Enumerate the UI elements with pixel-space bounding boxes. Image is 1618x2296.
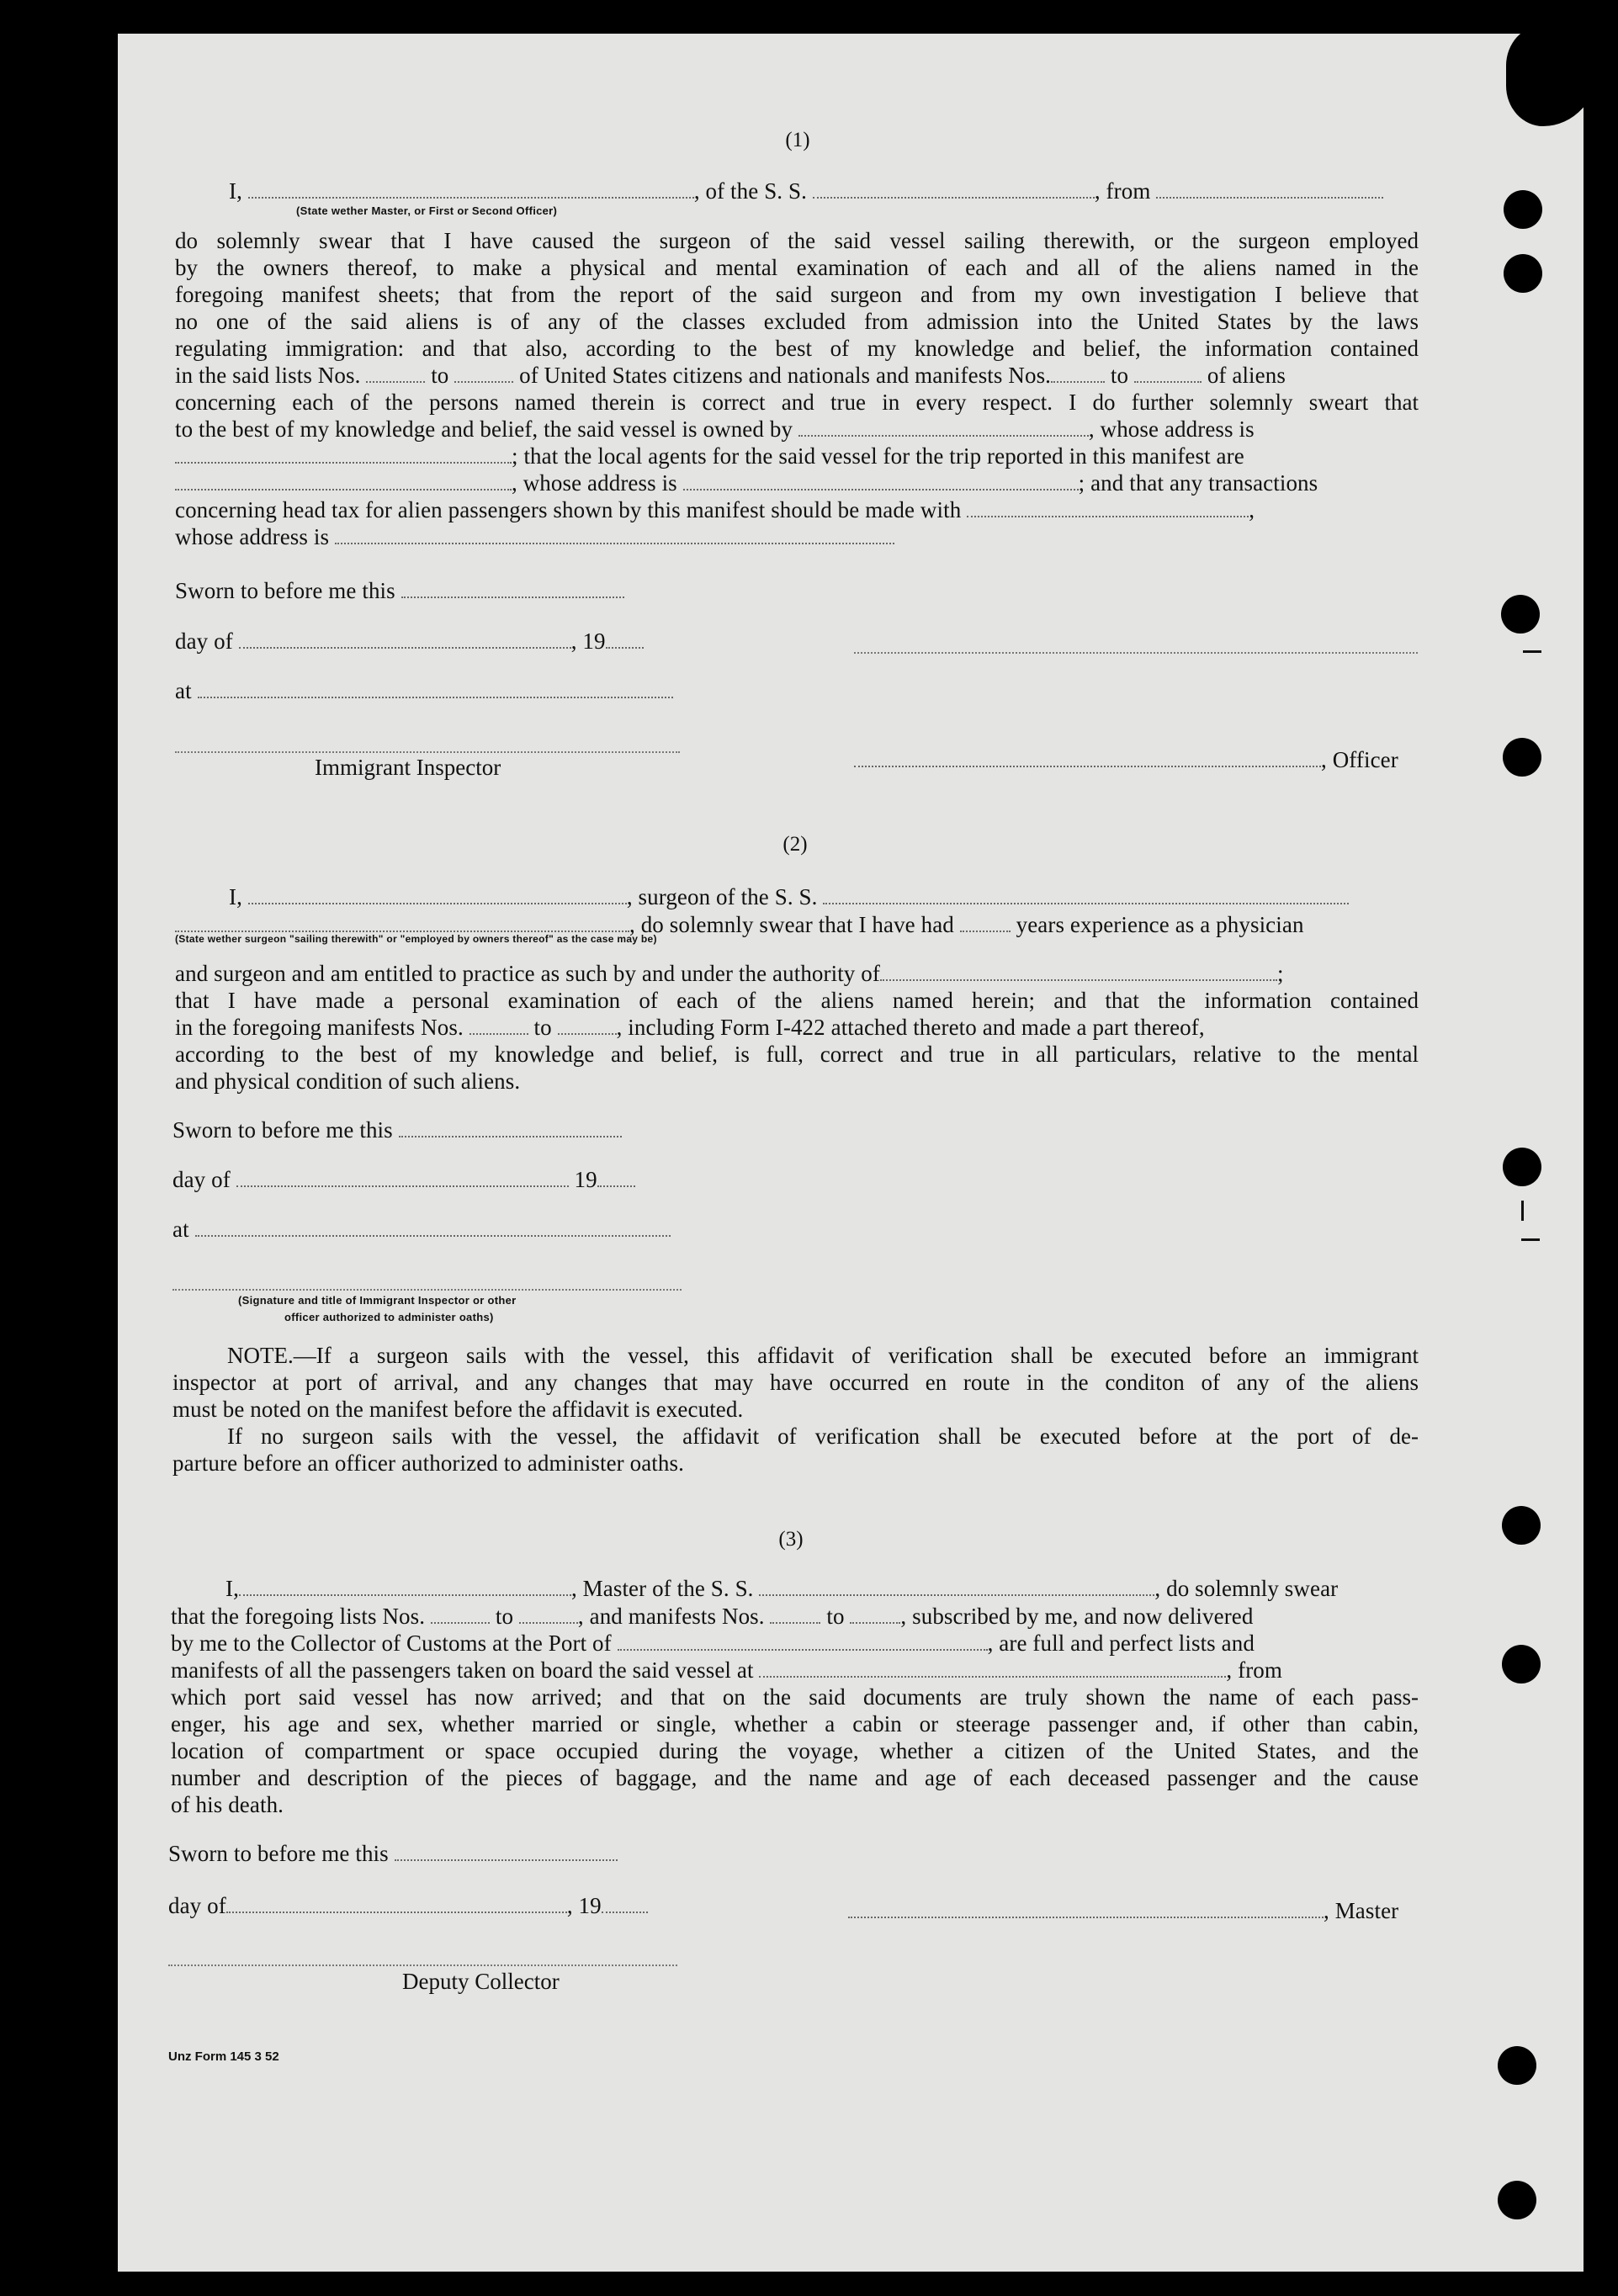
s3-port-field[interactable] — [618, 1631, 988, 1651]
s1-at: at — [175, 677, 673, 704]
s1-line-8: concerning each of the persons named therein is correct and true in every respect. I do further solemnly sweart that — [175, 390, 1419, 415]
at-place-field[interactable] — [198, 678, 673, 698]
section-3-number: (3) — [778, 1528, 804, 1551]
s1-line-10: ; that the local agents for the said vessel for the trip reported in this manifest are — [175, 443, 1244, 469]
form-identifier: Unz Form 145 3 52 — [168, 2049, 279, 2064]
s1-inspector-caption: Immigrant Inspector — [315, 755, 501, 780]
s2-sworn-date-field[interactable] — [399, 1117, 622, 1137]
day-of-field[interactable] — [239, 628, 571, 649]
surgeon-manifests-from-field[interactable] — [469, 1015, 528, 1035]
s3-master-line: , Master — [848, 1897, 1398, 1924]
s3-line-1: I, , Master of the S. S. , do solemnly swear — [225, 1576, 1339, 1601]
s2-line-7: and physical condition of such aliens. — [175, 1068, 521, 1094]
s3-sworn: Sworn to before me this — [168, 1840, 618, 1867]
s3-lists-from-field[interactable] — [431, 1604, 490, 1624]
s1-line-6: regulating immigration: and that also, according to the best of my knowledge and belief, the information contained — [175, 336, 1419, 361]
s2-signature-note-1: (Signature and title of Immigrant Inspector or other — [238, 1294, 517, 1307]
s2-note-line-1: NOTE.—If a surgeon sails with the vessel, this affidavit of verification shall be executed before an immigrant — [227, 1343, 1419, 1368]
s1-officer-line: , Officer — [854, 746, 1398, 773]
s3-line-8: number and description of the pieces of baggage, and the name and age of each deceased passenger and the cause — [171, 1765, 1419, 1790]
year-field[interactable] — [606, 628, 644, 649]
s2-line-5: in the foregoing manifests Nos. to , including Form I-422 attached thereto and made a part thereof, — [175, 1015, 1205, 1040]
s2-at: at — [172, 1216, 671, 1243]
surgeon-name-field[interactable] — [248, 884, 627, 904]
s3-sworn-date-field[interactable] — [395, 1841, 618, 1861]
s2-line-3: and surgeon and am entitled to practice as such by and under the authority of ; — [175, 961, 1284, 986]
s2-note-line-3: must be noted on the manifest before the affidavit is executed. — [172, 1397, 744, 1422]
us-lists-to-field[interactable] — [454, 363, 513, 383]
s3-line-6: enger, his age and sex, whether married or single, whether a cabin or steerage passenger and, if other than cabin, — [171, 1711, 1419, 1737]
binder-hole — [1503, 738, 1541, 777]
surgeon-manifests-to-field[interactable] — [558, 1015, 617, 1035]
s1-line-3: by the owners thereof, to make a physical and mental examination of each and all of the aliens named in the — [175, 255, 1419, 280]
s2-status-note: (State wether surgeon "sailing therewith" or "employed by owners thereof" as the case may be) — [175, 933, 657, 945]
s3-collector-caption: Deputy Collector — [402, 1969, 560, 1994]
binder-hole — [1504, 254, 1542, 293]
surgeon-ship-field[interactable] — [823, 884, 1349, 904]
head-tax-address-field[interactable] — [335, 524, 894, 544]
head-tax-contact-field[interactable] — [967, 497, 1249, 517]
binder-hole — [1501, 595, 1540, 634]
s1-line-13: whose address is — [175, 523, 894, 550]
s2-note-line-2: inspector at port of arrival, and any changes that may have occurred en route in the conditon of any of the aliens — [172, 1370, 1419, 1395]
binder-hole — [1498, 2046, 1536, 2085]
s3-line-3: by me to the Collector of Customs at the Port of , are full and perfect lists and — [171, 1631, 1255, 1656]
s1-inspector-signature-line[interactable] — [175, 751, 680, 753]
s2-signature-note-2: officer authorized to administer oaths) — [284, 1311, 494, 1323]
s3-manifests-from-field[interactable] — [770, 1604, 820, 1624]
s3-year-field[interactable] — [602, 1893, 648, 1913]
s2-signature-line[interactable] — [172, 1289, 682, 1291]
s1-line-1: I, , of the S. S. , from — [229, 178, 1383, 204]
s3-collector-signature-line[interactable] — [168, 1965, 677, 1966]
s2-note2-line-2: parture before an officer authorized to administer oaths. — [172, 1450, 684, 1476]
s2-line-6: according to the best of my knowledge and belief, is full, correct and true in all particulars, relative to the mental — [175, 1042, 1419, 1067]
section-2-number: (2) — [782, 833, 808, 856]
s2-line-2: , do solemnly swear that I have had years experience as a physician — [175, 911, 1304, 938]
master-name-field[interactable] — [248, 178, 694, 199]
s3-day-of-field[interactable] — [226, 1893, 567, 1913]
binder-hole — [1498, 2181, 1536, 2219]
s2-at-place-field[interactable] — [195, 1217, 671, 1237]
margin-tick — [1523, 650, 1541, 653]
s3-master-signature-field[interactable] — [848, 1898, 1324, 1918]
owner-field[interactable] — [798, 416, 1089, 437]
agents-address-field[interactable] — [683, 470, 1079, 490]
s1-officer-note: (State wether Master, or First or Second Officer) — [296, 204, 558, 217]
years-experience-field[interactable] — [960, 912, 1011, 932]
section-1-number: (1) — [785, 129, 810, 151]
s3-day-of: day of , 19 — [168, 1892, 648, 1919]
s2-day-of-field[interactable] — [236, 1167, 569, 1187]
s2-year-field[interactable] — [597, 1167, 635, 1187]
s2-note2-line-1: If no surgeon sails with the vessel, the affidavit of verification shall be executed before at the port of de- — [227, 1424, 1419, 1449]
s3-manifests-to-field[interactable] — [850, 1604, 900, 1624]
binder-hole — [1502, 1506, 1541, 1545]
binder-hole — [1502, 1645, 1541, 1684]
s1-officer-signature-line-1[interactable] — [854, 652, 1418, 654]
s3-master-name-field[interactable] — [239, 1576, 571, 1596]
ship-name-field[interactable] — [813, 178, 1095, 199]
s3-line-5: which port said vessel has now arrived; and that on the said documents are truly shown the name of each pass- — [171, 1684, 1419, 1710]
s3-lists-to-field[interactable] — [519, 1604, 578, 1624]
s1-line-11: , whose address is ; and that any transactions — [175, 469, 1318, 496]
s2-line-1: I, , surgeon of the S. S. — [229, 883, 1349, 910]
s3-boarding-port-field[interactable] — [759, 1657, 1226, 1678]
s1-sworn: Sworn to before me this — [175, 577, 624, 604]
s2-line-4: that I have made a personal examination of each of the aliens named herein; and that the information contained — [175, 988, 1419, 1013]
margin-tick — [1521, 1201, 1524, 1221]
surgeon-status-field[interactable] — [175, 912, 629, 932]
officer-signature-field[interactable] — [854, 747, 1321, 767]
s2-day-of: day of 19 — [172, 1166, 635, 1193]
s1-line-4: foregoing manifest sheets; that from the report of the said surgeon and from my own investigation I believe that — [175, 282, 1419, 307]
s1-day-of: day of , 19 — [175, 628, 644, 655]
authority-field[interactable] — [880, 961, 1277, 981]
s3-line-2: that the foregoing lists Nos. to , and manifests Nos. to , subscribed by me, and now delivered — [171, 1604, 1254, 1629]
s1-line-2: do solemnly swear that I have caused the surgeon of the said vessel sailing therewith, or the surgeon employed — [175, 228, 1419, 253]
s1-line-5: no one of the said aliens is of any of the classes excluded from admission into the United States by the laws — [175, 309, 1419, 334]
alien-manifests-from-field[interactable] — [1051, 363, 1105, 383]
s3-line-4: manifests of all the passengers taken on board the said vessel at , from — [171, 1657, 1283, 1683]
s3-ship-field[interactable] — [759, 1576, 1154, 1596]
s2-sworn: Sworn to before me this — [172, 1116, 622, 1143]
binder-hole — [1503, 1148, 1541, 1186]
binder-hole — [1504, 190, 1542, 229]
s1-line-12: concerning head tax for alien passengers shown by this manifest should be made with , — [175, 497, 1255, 522]
s1-line-7: in the said lists Nos. to of United States citizens and nationals and manifests Nos. to of aliens — [175, 363, 1286, 388]
from-port-field[interactable] — [1156, 178, 1383, 199]
us-lists-from-field[interactable] — [366, 363, 425, 383]
s3-line-7: location of compartment or space occupied during the voyage, whether a citizen of the United States, and the — [171, 1738, 1419, 1763]
torn-corner — [1506, 25, 1599, 126]
owner-address-field[interactable] — [175, 443, 512, 464]
alien-manifests-to-field[interactable] — [1134, 363, 1202, 383]
margin-tick — [1521, 1238, 1540, 1241]
sworn-date-field[interactable] — [401, 578, 624, 598]
s1-line-9: to the best of my knowledge and belief, the said vessel is owned by , whose address is — [175, 416, 1255, 442]
local-agents-field[interactable] — [175, 470, 512, 490]
s3-line-9: of his death. — [171, 1792, 284, 1817]
